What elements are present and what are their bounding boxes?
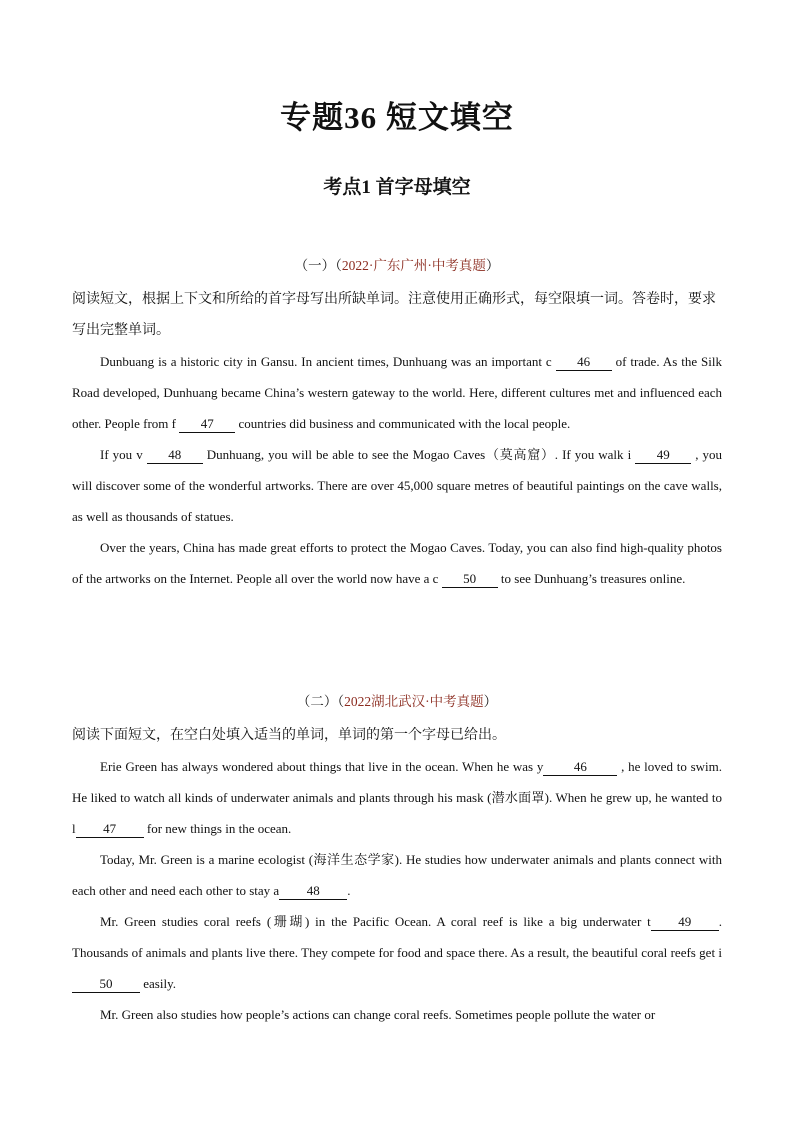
blank-48[interactable]: 48: [279, 883, 347, 900]
paragraph-text: . Thousands of animals and plants live there. They compete for food and space there. As a result, the beautiful coral reefs get i: [72, 914, 722, 960]
paragraph-text: Over the years, China has made great efforts to protect the Mogao Caves. Today, you can also find high-quality photos of the artworks on the Internet. People all over the world now have a c: [72, 540, 722, 586]
paragraph-text: to see Dunhuang’s treasures online.: [497, 571, 686, 586]
section-2: [72, 692, 722, 1030]
paragraph-text: If you v: [100, 447, 147, 462]
paragraph-text: , you will discover some of the wonderful artworks. There are over 45,000 square metres of beautiful paintings on the cave walls, as well as thousands of statues.: [72, 447, 722, 524]
section-2-heading-suffix: ）: [483, 694, 498, 709]
paragraph-text: Dunbuang is a historic city in Gansu. In ancient times, Dunhuang was an important c: [100, 354, 556, 369]
blank-48[interactable]: 48: [147, 447, 203, 464]
section-1: [72, 256, 722, 594]
section-2-paragraph-4: [72, 999, 722, 1030]
paragraph-text: , he loved to swim. He liked to watch all kinds of underwater animals and plants through his mask (潜水面罩). When he grew up, he wanted to l: [72, 759, 723, 836]
paragraph-text: for new things in the ocean.: [143, 821, 292, 836]
section-2-paragraph-2: [72, 844, 722, 906]
paragraph-text: Mr. Green also studies how people’s actions can change coral reefs. Sometimes people pollute the water or: [100, 1007, 656, 1022]
paragraph-text: Mr. Green studies coral reefs (珊瑚) in the Pacific Ocean. A coral reef is like a big underwater t: [100, 914, 651, 929]
section-1-heading-prefix: （一）（: [294, 258, 342, 273]
section-1-source: 2022·广东广州·中考真题: [341, 258, 486, 273]
paragraph-text: countries did business and communicated with the local people.: [235, 416, 571, 431]
page-subtitle: 考点1 首字母填空: [323, 177, 471, 198]
section-1-paragraph-3: [72, 532, 722, 594]
section-1-instruction: 阅读短文，根据上下文和所给的首字母写出所缺单词。注意使用正确形式，每空限填一词。答卷时，要求写出完整单词。: [72, 292, 716, 338]
page-title: 专题36 短文填空: [280, 100, 514, 135]
section-2-paragraph-3: [72, 906, 722, 999]
blank-49[interactable]: 49: [651, 914, 719, 931]
blank-50[interactable]: 50: [442, 571, 498, 588]
blank-47[interactable]: 47: [179, 416, 235, 433]
paragraph-text: Today, Mr. Green is a marine ecologist (海洋生态学家). He studies how underwater animals and plants connect with each other and need each other to stay a: [72, 852, 722, 898]
paragraph-text: of trade. As the Silk Road developed, Dunhuang became China’s western gateway to the world. Here, different cultures met and influenced each other. People from f: [72, 354, 722, 431]
section-2-paragraph-1: [72, 751, 722, 844]
blank-49[interactable]: 49: [635, 447, 691, 464]
blank-46[interactable]: 46: [543, 759, 617, 776]
paragraph-text: .: [347, 883, 351, 898]
section-2-source: 2022湖北武汉·中考真题: [344, 694, 484, 709]
section-1-paragraph-2: [72, 439, 722, 532]
paragraph-text: easily.: [140, 976, 176, 991]
blank-46[interactable]: 46: [556, 354, 612, 371]
section-2-instruction: 阅读下面短文，在空白处填入适当的单词，单词的第一个字母已给出。: [72, 728, 506, 743]
section-1-heading-suffix: ）: [485, 258, 500, 273]
paragraph-text: Dunhuang, you will be able to see the Mogao Caves（莫高窟）. If you walk i: [202, 447, 636, 462]
section-2-heading: [72, 692, 722, 712]
blank-50[interactable]: 50: [72, 976, 140, 993]
section-2-heading-prefix: （二）（: [296, 694, 345, 709]
paragraph-text: Erie Green has always wondered about things that live in the ocean. When he was y: [100, 759, 544, 774]
blank-47[interactable]: 47: [76, 821, 144, 838]
section-1-paragraph-1: [72, 346, 722, 439]
section-1-heading: [72, 256, 722, 276]
